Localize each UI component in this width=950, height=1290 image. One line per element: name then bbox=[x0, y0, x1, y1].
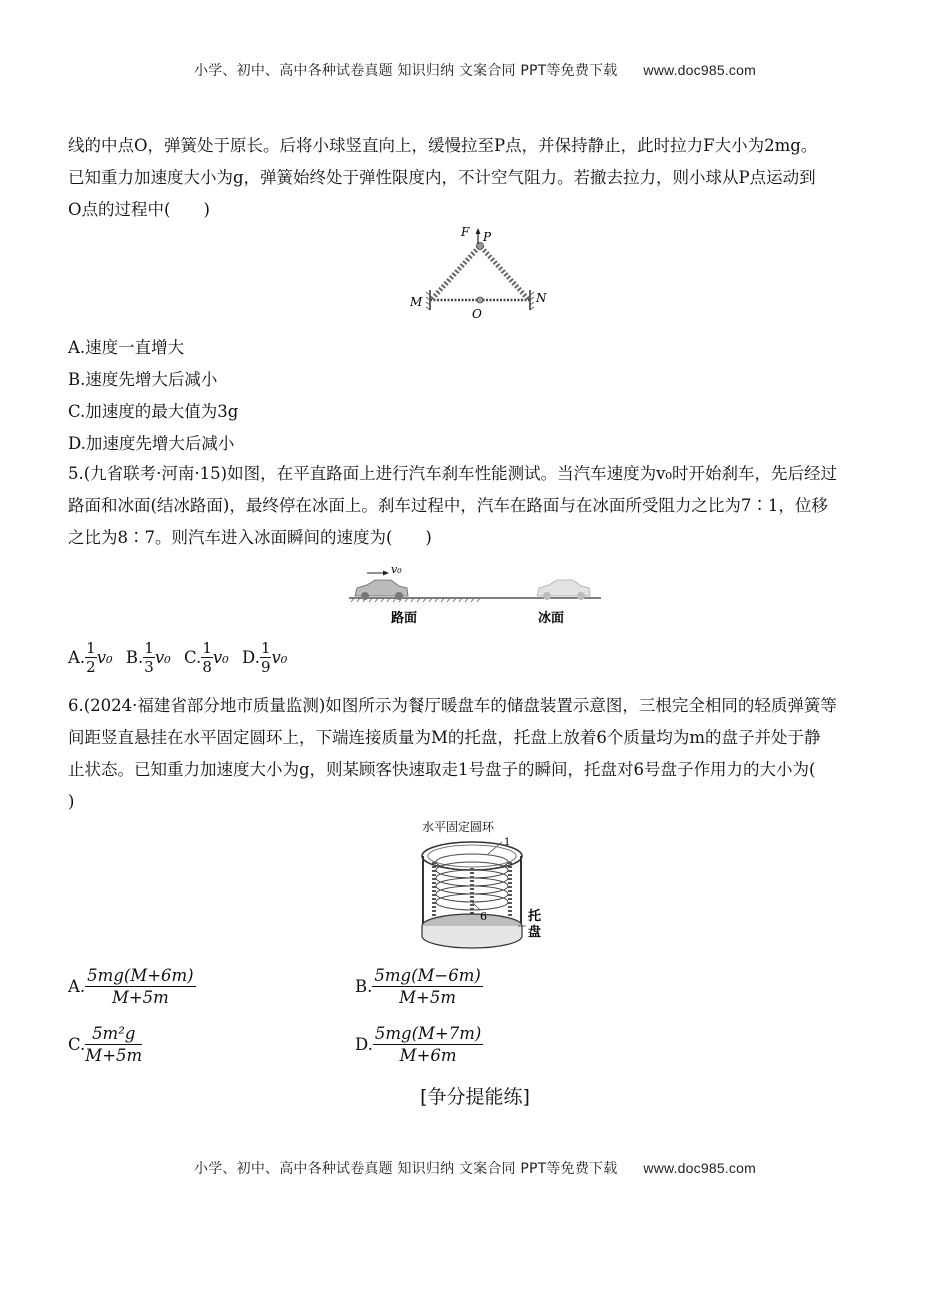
q4-option-b: B.速度先增大后减小 bbox=[68, 370, 218, 389]
header-site: www.doc985.com bbox=[643, 62, 756, 78]
plate-warmer-figure bbox=[410, 818, 550, 954]
label-plate-6: 6 bbox=[480, 910, 487, 923]
q6-option-c: C. $\frac{\text{5m²g}}{M+5m}$ bbox=[68, 1024, 143, 1065]
q4-line-1: 线的中点O，弹簧处于原长。后将小球竖直向上，缓慢拉至P点，并保持静止，此时拉力F大小为2mg。 bbox=[68, 136, 818, 155]
q6-option-a: A. $\frac{5mg(M+6m)}{M+5m}$ bbox=[68, 966, 194, 1007]
q6-stem bbox=[68, 690, 880, 818]
q4-option-c: C.加速度的最大值为3g bbox=[68, 402, 239, 421]
label-N: N bbox=[536, 291, 547, 305]
section-heading: [争分提能练] bbox=[420, 1086, 530, 1108]
q4-line-3: O点的过程中( ) bbox=[68, 200, 210, 219]
q5-line-1: 5.(九省联考·河南·15)如图，在平直路面上进行汽车刹车性能测试。当汽车速度为v₀时开始刹车，先后经过 bbox=[68, 464, 838, 483]
q4-line-2: 已知重力加速度大小为g，弹簧始终处于弹性限度内，不计空气阻力。若撤去拉力，则小球从P点运动到 bbox=[68, 168, 816, 187]
q4-option-a: A.速度一直增大 bbox=[68, 338, 185, 357]
label-road: 路面 bbox=[391, 611, 418, 626]
label-ice: 冰面 bbox=[538, 611, 565, 626]
header-text: 小学、初中、高中各种试卷真题 知识归纳 文案合同 PPT等免费下载 bbox=[194, 63, 618, 79]
label-plate-1: 1 bbox=[504, 837, 511, 848]
car-icon-end bbox=[537, 580, 590, 600]
car-braking-figure bbox=[345, 558, 605, 630]
footer-text: 小学、初中、高中各种试卷真题 知识归纳 文案合同 PPT等免费下载 bbox=[194, 1161, 618, 1177]
q5-options bbox=[68, 640, 287, 676]
page-footer bbox=[0, 1158, 950, 1178]
spring-triangle-figure bbox=[400, 222, 560, 322]
q6-option-b: B. $\frac{5mg(M-6m)}{M+5m}$ bbox=[355, 966, 481, 1007]
q5-option-c: C. $\frac{1}{8}$ v₀ bbox=[184, 639, 229, 676]
q4-option-d: D.加速度先增大后减小 bbox=[68, 434, 235, 453]
car-icon-start bbox=[355, 580, 408, 600]
q6-option-d: D. $\frac{5mg(M+7m)}{M+6m}$ bbox=[355, 1024, 482, 1065]
page-header bbox=[0, 60, 950, 80]
q6-line-3: 止状态。已知重力加速度大小为g，则某顾客快速取走1号盘子的瞬间，托盘对6号盘子作用力的大小为( bbox=[68, 760, 816, 779]
q6-line-2: 间距竖直悬挂在水平固定圆环上，下端连接质量为M的托盘，托盘上放着6个质量均为m的盘子并处于静 bbox=[68, 728, 821, 747]
q4-stem bbox=[68, 130, 880, 226]
label-M: M bbox=[410, 295, 423, 309]
q6-line-4: ) bbox=[68, 792, 75, 811]
label-ring: 水平固定圆环 bbox=[422, 820, 495, 834]
q5-line-3: 之比为8∶7。则汽车进入冰面瞬间的速度为( ) bbox=[68, 528, 432, 547]
label-F: F bbox=[461, 225, 470, 239]
q6-line-1: 6.(2024·福建省部分地市质量监测)如图所示为餐厅暖盘车的储盘装置示意图，三根完全相同的轻质弹簧等 bbox=[68, 696, 837, 715]
label-tray-1: 托 bbox=[528, 909, 542, 924]
q5-line-2: 路面和冰面(结冰路面)，最终停在冰面上。刹车过程中，汽车在路面与在冰面所受阻力之比为7∶1，位移 bbox=[68, 496, 828, 515]
q5-stem bbox=[68, 458, 880, 554]
label-P: P bbox=[483, 230, 492, 244]
footer-site: www.doc985.com bbox=[643, 1160, 756, 1176]
label-v0: v₀ bbox=[391, 563, 402, 576]
label-O: O bbox=[472, 307, 482, 321]
q5-option-a: A. $\frac{1}{2}$ v₀ bbox=[68, 639, 113, 676]
label-tray-2: 盘 bbox=[528, 925, 542, 940]
q5-option-b: B. $\frac{1}{3}$ v₀ bbox=[125, 639, 171, 676]
q5-option-d: D. $\frac{1}{9}$ v₀ bbox=[242, 639, 288, 676]
